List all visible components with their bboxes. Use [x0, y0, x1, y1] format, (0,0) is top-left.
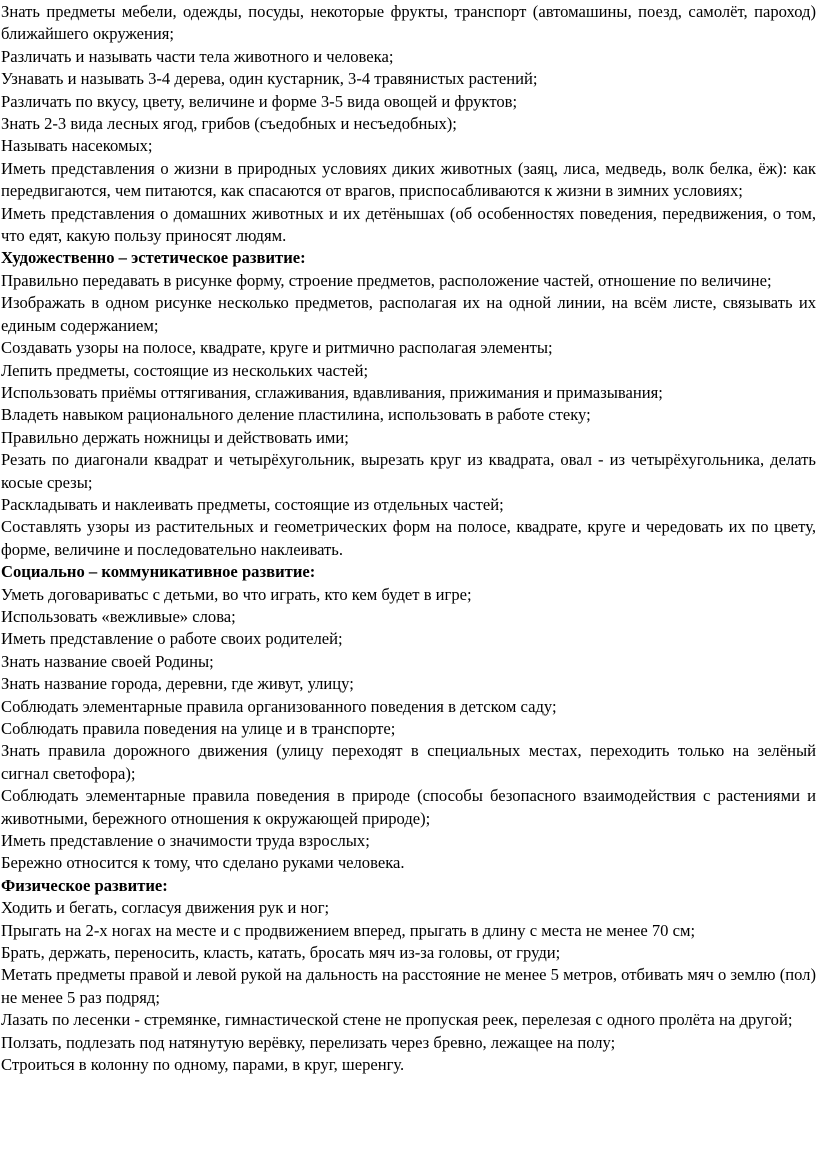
paragraph: Бережно относится к тому, что сделано руками человека.: [1, 853, 405, 873]
paragraph: Создавать узоры на полосе, квадрате, круге и ритмично располагая элементы;: [1, 338, 553, 358]
paragraph: Строиться в колонну по одному, парами, в круг, шеренгу.: [1, 1055, 405, 1075]
paragraph: Использовать приёмы оттягивания, сглаживания, вдавливания, прижимания и примазывания;: [1, 382, 663, 402]
paragraph: Резать по диагонали квадрат и четырёхугольник, вырезать круг из квадрата, овал - из четырёхугольника, делать косые срезы;: [1, 450, 816, 492]
paragraph: Раскладывать и наклеивать предметы, состоящие из отдельных частей;: [1, 494, 504, 514]
paragraph: Ползать, подлезать под натянутую верёвку, перелизать через бревно, лежащее на полу;: [1, 1032, 616, 1052]
paragraph: Владеть навыком рационального деление пластилина, использовать в работе стеку;: [1, 405, 591, 425]
section-heading-artistic: Художественно – эстетическое развитие:: [1, 248, 306, 268]
section-heading-physical: Физическое развитие:: [1, 875, 168, 895]
paragraph: Лепить предметы, состоящие из нескольких частей;: [1, 360, 369, 380]
paragraph: Иметь представления о домашних животных и их детёнышах (об особенностях поведения, передвижения, о том, что едят, какую пользу приносят людям.: [1, 203, 816, 246]
paragraph: Знать предметы мебели, одежды, посуды, некоторые фрукты, транспорт (автомашины, поезд, самолёт, пароход) ближайшего окружения;: [1, 2, 816, 44]
paragraph: Метать предметы правой и левой рукой на дальность на расстояние не менее 5 метров, отбивать мяч о землю (пол) не менее 5 раз подряд;: [1, 965, 816, 1007]
paragraph: Знать название города, деревни, где живут, улицу;: [1, 674, 354, 694]
paragraph: Иметь представление о значимости труда взрослых;: [1, 831, 370, 851]
paragraph: Узнавать и называть 3-4 дерева, один кустарник, 3-4 травянистых растений;: [1, 69, 538, 89]
paragraph: Ходить и бегать, согласуя движения рук и ног;: [1, 898, 330, 918]
paragraph: Прыгать на 2-х ногах на месте и с продвижением вперед, прыгать в длину с места не менее 70 см;: [1, 920, 696, 940]
paragraph: Иметь представления о жизни в природных условиях диких животных (заяц, лиса, медведь, волк белка, ёж): как передвигаются, чем питаются, как спасаются от врагов, приспосабливаются к жизни в зимних условиях;: [1, 158, 816, 201]
paragraph: Соблюдать правила поведения на улице и в транспорте;: [1, 719, 396, 738]
paragraph: Соблюдать элементарные правила поведения в природе (способы безопасного взаимодействия с растениями и животными, бережного отношения к окружающей природе);: [1, 786, 816, 828]
paragraph: Правильно держать ножницы и действовать ими;: [1, 427, 349, 447]
section-heading-social: Социально – коммуникативное развитие:: [1, 562, 316, 582]
paragraph: Знать название своей Родины;: [1, 651, 214, 671]
paragraph: Соблюдать элементарные правила организованного поведения в детском саду;: [1, 696, 557, 716]
paragraph: Различать и называть части тела животного и человека;: [1, 46, 394, 66]
paragraph: Иметь представление о работе своих родителей;: [1, 629, 343, 649]
paragraph: Использовать «вежливые» слова;: [1, 606, 236, 626]
paragraph: Знать 2-3 вида лесных ягод, грибов (съедобных и несъедобных);: [1, 114, 457, 134]
paragraph: Изображать в одном рисунке несколько предметов, располагая их на одной линии, на всём листе, связывать их единым содержанием;: [1, 293, 816, 335]
paragraph: Называть насекомых;: [1, 136, 153, 156]
paragraph: Правильно передавать в рисунке форму, строение предметов, расположение частей, отношение по величине;: [1, 270, 772, 290]
paragraph: Составлять узоры из растительных и геометрических форм на полосе, квадрате, круге и чередовать их по цвету, форме, величине и последовательно наклеивать.: [1, 517, 816, 559]
paragraph: Знать правила дорожного движения (улицу переходят в специальных местах, переходить только на зелёный сигнал светофора);: [1, 741, 816, 783]
paragraph: Уметь договариватьс с детьми, во что играть, кто кем будет в игре;: [1, 584, 472, 604]
paragraph: Брать, держать, переносить, класть, катать, бросать мяч из-за головы, от груди;: [1, 943, 561, 963]
paragraph: Различать по вкусу, цвету, величине и форме 3-5 вида овощей и фруктов;: [1, 91, 518, 111]
paragraph: Лазать по лесенки - стремянке, гимнастической стене не пропуская реек, перелезая с одного пролёта на другой;: [1, 1010, 793, 1030]
